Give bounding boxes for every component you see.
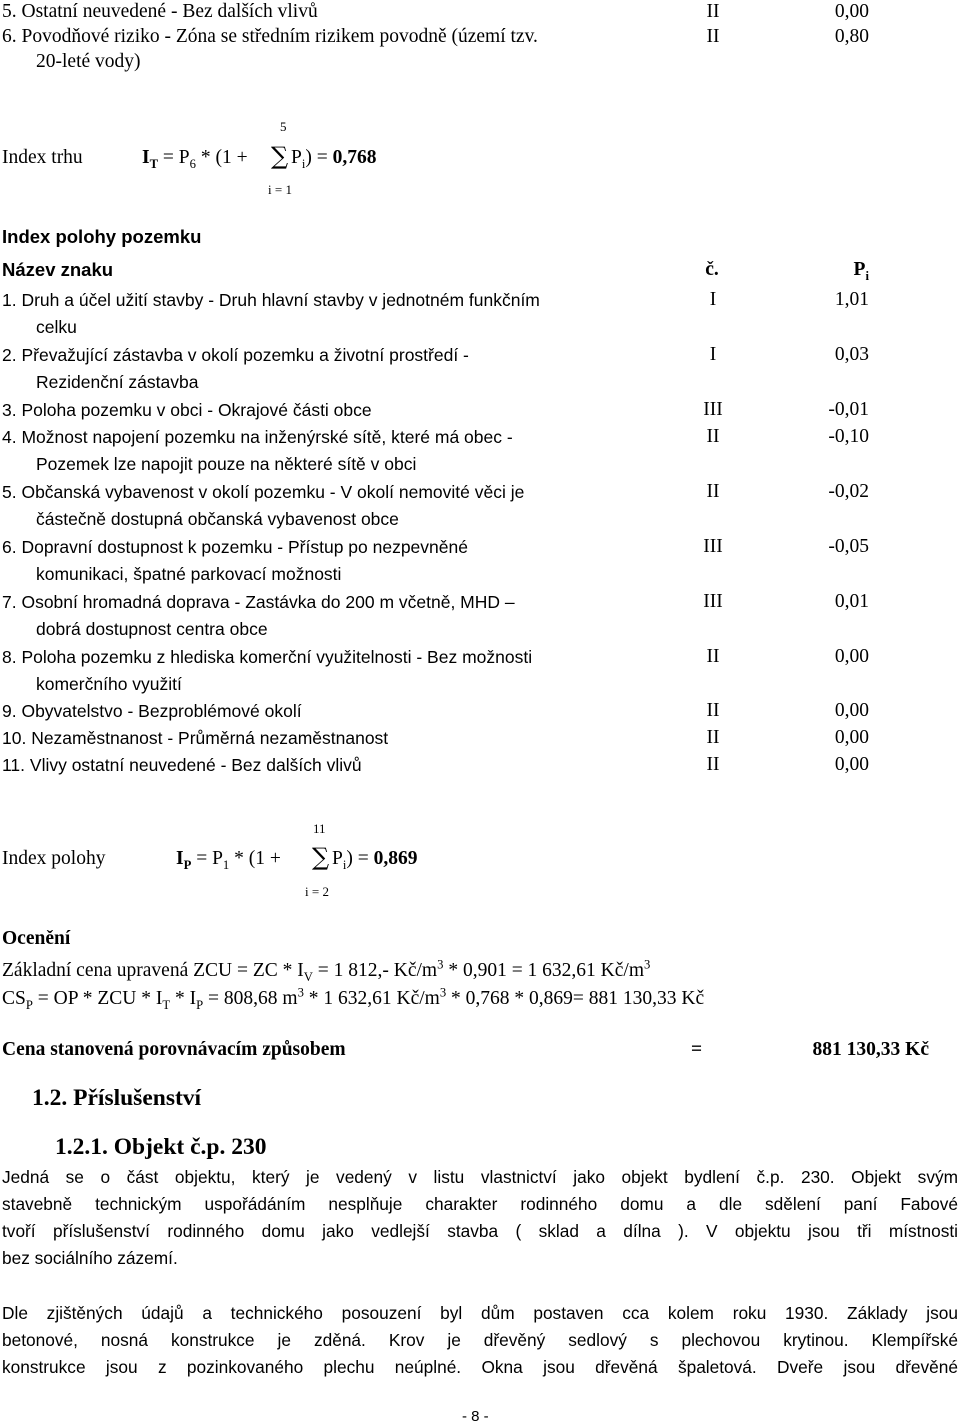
table-row-value: 0,03 — [834, 344, 869, 365]
index-trhu-label: Index trhu — [2, 147, 83, 168]
table-row-value: 0,00 — [834, 727, 869, 748]
paragraph-line: bez sociálního zázemí. — [2, 1248, 178, 1268]
table-row-class: II — [706, 646, 720, 667]
sum-upper-limit: 5 — [280, 119, 287, 134]
top-row-value: 0,80 — [834, 26, 869, 47]
sum-lower-limit: i = 1 — [268, 182, 292, 197]
table-row-class: II — [706, 727, 720, 748]
table-row-label-cont: částečně dostupná občanská vybavenost obce — [36, 509, 399, 529]
index-polohy-label: Index polohy — [2, 848, 106, 869]
table-row-value: -0,01 — [828, 399, 869, 420]
paragraph-line: Jedná se o část objektu, který je vedený v listu vlastnictví jako objekt bydlení č.p. 230. Objekt svým — [2, 1167, 958, 1187]
column-header-name: Název znaku — [2, 259, 114, 280]
table-row-label: 2. Převažující zástavba v okolí pozemku a životní prostředí - — [2, 345, 469, 365]
table-row-label: 1. Druh a účel užití stavby - Druh hlavní stavby v jednotném funkčním — [2, 290, 540, 310]
table-row-label: 10. Nezaměstnanost - Průměrná nezaměstnanost — [2, 728, 389, 748]
column-header-p: $P_i$ — [853, 259, 869, 283]
table-row-label: 8. Poloha pozemku z hlediska komerční využitelnosti - Bez možnosti — [2, 647, 533, 667]
top-row-label: 5. Ostatní neuvedené - Bez dalších vlivů — [2, 1, 318, 22]
paragraph-line: Dle zjištěných údajů a technického posouzení byl dům postaven cca kolem roku 1930. Základy jsou — [2, 1303, 958, 1323]
sum-upper-limit: 11 — [313, 821, 326, 836]
table-row-class: II — [706, 754, 720, 775]
table-row-label: 4. Možnost napojení pozemku na inženýrské sítě, které má obec - — [2, 427, 513, 447]
table-row-label-cont: komerčního využití — [36, 674, 182, 694]
page-number: - 8 - — [462, 1408, 489, 1425]
final-price-value: 881 130,33 Kč — [812, 1039, 929, 1060]
top-row-value: 0,00 — [834, 1, 869, 22]
index-polohy-formula: $I_P = P_1 * (1$ + — [176, 848, 281, 872]
table-row-value: -0,10 — [828, 426, 869, 447]
section-heading: Ocenění — [2, 928, 71, 949]
table-row-class: III — [703, 536, 723, 557]
table-row-label-cont: celku — [36, 317, 77, 337]
table-row-value: -0,05 — [828, 536, 869, 557]
section-heading: Index polohy pozemku — [2, 226, 202, 247]
table-row-label: 11. Vlivy ostatní neuvedené - Bez dalších vlivů — [2, 755, 362, 775]
top-row-class: II — [706, 26, 720, 47]
table-row-label: 6. Dopravní dostupnost k pozemku - Přístup po nezpevněné — [2, 537, 468, 557]
table-row-value: 0,00 — [834, 754, 869, 775]
index-trhu-formula: $I_T = P_6 * (1$ + — [142, 147, 248, 171]
table-row-class: III — [703, 399, 723, 420]
table-row-value: -0,02 — [828, 481, 869, 502]
top-row-label-cont: 20-leté vody) — [36, 51, 141, 72]
final-price-equals: = — [691, 1039, 703, 1060]
table-row-label-cont: komunikaci, špatné parkovací možnosti — [36, 564, 342, 584]
table-row-label-cont: Rezidenční zástavba — [36, 372, 199, 392]
paragraph-line: tvoří příslušenství rodinného domu jako vedlejší stavba ( sklad a dílna ). V objektu jsou tři místnosti — [2, 1221, 958, 1241]
paragraph-line: betonové, nosná konstrukce je zděná. Krov je dřevěný sedlový s plechovou krytinou. Klempířské — [2, 1330, 958, 1350]
table-row-class: III — [703, 591, 723, 612]
sum-lower-limit: i = 2 — [305, 884, 329, 899]
table-row-class: II — [706, 481, 720, 502]
sum-sign-icon: ∑ — [312, 843, 330, 871]
calc-line-csp: $CS_P$ = OP * ZCU * $I_T * I_P = 808,68$ $m^3 * 1$ 632,61 $Kč/m^3 * 0,768 * 0,869= 881$ 130,33 Kč — [2, 985, 705, 1012]
calc-line-zcu: Základní cena upravená ZCU = ZC * $I_V = 1$ 812,- $Kč/m^3 * 0,901 = 1$ 632,61 $Kč/m^3$ — [2, 957, 651, 984]
table-row-label-cont: Pozemek lze napojit pouze na některé sítě v obci — [36, 454, 417, 474]
subsection-title: 1.2.1. Objekt č.p. 230 — [55, 1134, 267, 1160]
table-row-value: 0,00 — [834, 700, 869, 721]
table-row-value: 0,01 — [834, 591, 869, 612]
sum-sign-icon: ∑ — [271, 142, 289, 170]
paragraph-construction — [2, 1300, 958, 1381]
paragraph-description — [2, 1164, 958, 1272]
paragraph-line: konstrukce jsou z pozinkovaného plechu neúplné. Okna jsou dřevěná špaletová. Dveře jsou dřevěné — [2, 1357, 958, 1377]
table-row-label: 3. Poloha pozemku v obci - Okrajové části obce — [2, 400, 372, 420]
table-row-label: 5. Občanská vybavenost v okolí pozemku - V okolí nemovité věci je — [2, 482, 525, 502]
top-row-class: II — [706, 1, 720, 22]
table-row-label-cont: dobrá dostupnost centra obce — [36, 619, 268, 639]
table-row-label: 9. Obyvatelstvo - Bezproblémové okolí — [2, 701, 302, 721]
table-row-class: II — [706, 426, 720, 447]
top-row-label: 6. Povodňové riziko - Zóna se středním rizikem povodně (území tzv. — [2, 26, 538, 47]
section-title: 1.2. Příslušenství — [32, 1085, 202, 1111]
index-polohy-formula-end: $P_i) = 0,869$ — [332, 848, 418, 872]
paragraph-line: stavebně technickým uspořádáním nesplňuje charakter rodinného domu a dle sdělení paní Fabové — [2, 1194, 958, 1214]
table-row-value: 0,00 — [834, 646, 869, 667]
table-row-class: I — [709, 344, 717, 365]
table-row-label: 7. Osobní hromadná doprava - Zastávka do 200 m včetně, MHD – — [2, 592, 515, 612]
table-row-class: II — [706, 700, 720, 721]
final-price-label: Cena stanovená porovnávacím způsobem — [2, 1039, 346, 1060]
table-row-value: 1,01 — [834, 289, 869, 310]
index-trhu-formula-end: $P_i) = 0,768$ — [291, 147, 377, 171]
table-row-class: I — [709, 289, 717, 310]
column-header-c: č. — [705, 259, 719, 280]
